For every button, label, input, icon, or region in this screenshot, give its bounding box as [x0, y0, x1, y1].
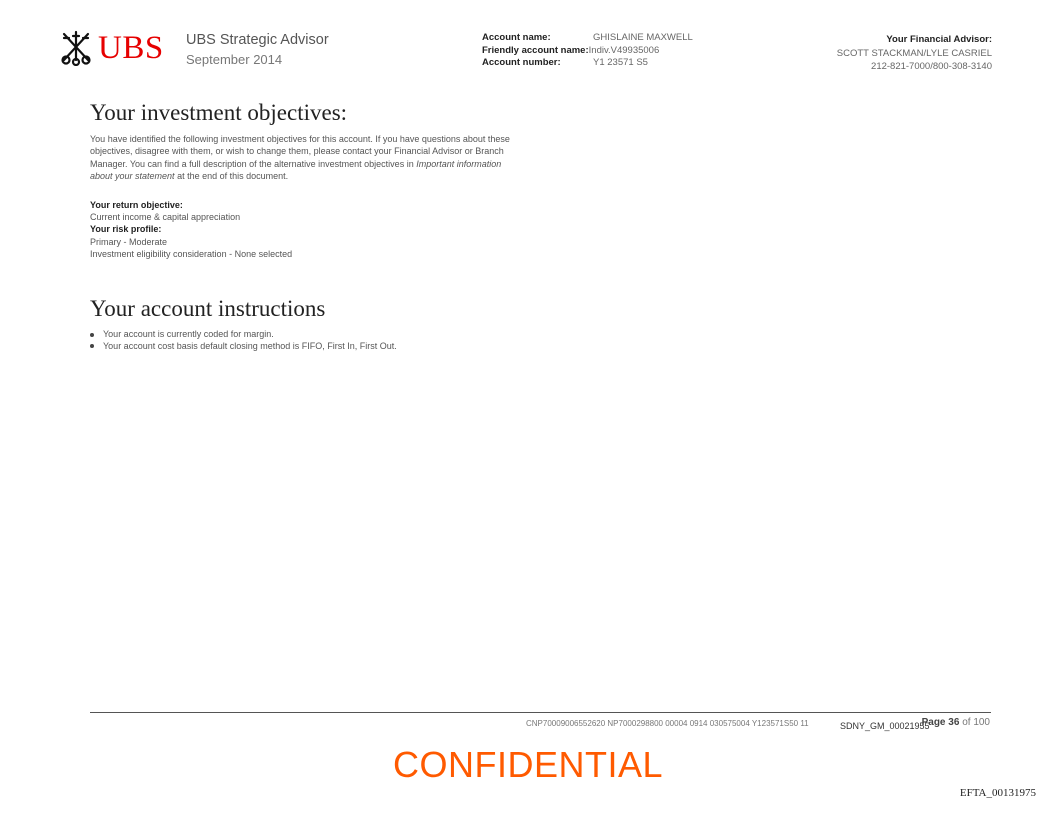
- financial-advisor-info: [837, 33, 992, 74]
- page-total: 100: [973, 717, 990, 728]
- account-name-value: GHISLAINE MAXWELL: [593, 32, 693, 43]
- confidential-stamp: CONFIDENTIAL: [392, 744, 664, 785]
- objective-fields: [90, 199, 292, 260]
- investment-objectives-heading: Your investment objectives:: [90, 100, 348, 125]
- ubs-keys-icon: [60, 30, 92, 66]
- financial-advisor-phone: 212-821-7000/800-308-3140: [871, 61, 992, 72]
- intro-text-end: at the end of this document.: [174, 171, 289, 182]
- footer-divider: [90, 712, 991, 713]
- page-current: 36: [948, 717, 960, 728]
- return-objective-label: Your return objective:: [90, 200, 183, 210]
- risk-profile-value: Primary - Moderate: [90, 236, 168, 247]
- document-control-code: CNP70009006552620 NP7000298800 00004 0914 030575004 Y123571S50 11: [526, 719, 809, 728]
- friendly-account-name-label: Friendly account name:: [482, 44, 589, 56]
- page-number: [922, 717, 990, 728]
- list-item: Your account is currently coded for margin.: [90, 329, 397, 341]
- account-instructions-heading: Your account instructions: [90, 296, 326, 321]
- financial-advisor-label: Your Financial Advisor:: [886, 34, 992, 45]
- account-number-value: Y1 23571 S5: [593, 57, 648, 68]
- investment-objectives-intro: [90, 133, 510, 183]
- risk-profile-label: Your risk profile:: [90, 224, 162, 235]
- friendly-account-name-row: [482, 45, 693, 58]
- intro-text: You have identified the following investment objectives for this account. If you have questions about these objectives, disagree with them, or wish to change them, please contact your Financial Advisor or Branch Manager. You can find a full description of the alternative investment objectives in: [90, 134, 510, 169]
- page-of: of: [962, 717, 971, 728]
- financial-advisor-names: SCOTT STACKMAN/LYLE CASRIEL: [836, 47, 992, 59]
- page-label: Page: [921, 717, 946, 728]
- investment-eligibility: Investment eligibility consideration - None selected: [90, 248, 293, 259]
- account-name-label: Account name:: [482, 32, 551, 43]
- statement-date: September 2014: [186, 52, 283, 67]
- list-item: Your account cost basis default closing method is FIFO, First In, First Out.: [90, 341, 397, 353]
- return-objective-value: Current income & capital appreciation: [90, 212, 241, 223]
- account-info: [482, 32, 693, 70]
- ubs-logo: [60, 28, 164, 68]
- account-instructions-list: [90, 329, 397, 352]
- intro-italic-text: Important information about your statement: [90, 158, 502, 182]
- account-number-row: [482, 57, 693, 70]
- account-name-row: [482, 32, 693, 45]
- document-title: UBS Strategic Advisor: [186, 32, 329, 48]
- bates-number: SDNY_GM_00021955: [840, 721, 930, 731]
- ubs-logo-text: UBS: [98, 29, 164, 66]
- account-number-label: Account number:: [482, 57, 561, 68]
- friendly-account-name-value: Indiv.V49935006: [588, 44, 660, 56]
- efta-number: EFTA_00131975: [959, 787, 1036, 799]
